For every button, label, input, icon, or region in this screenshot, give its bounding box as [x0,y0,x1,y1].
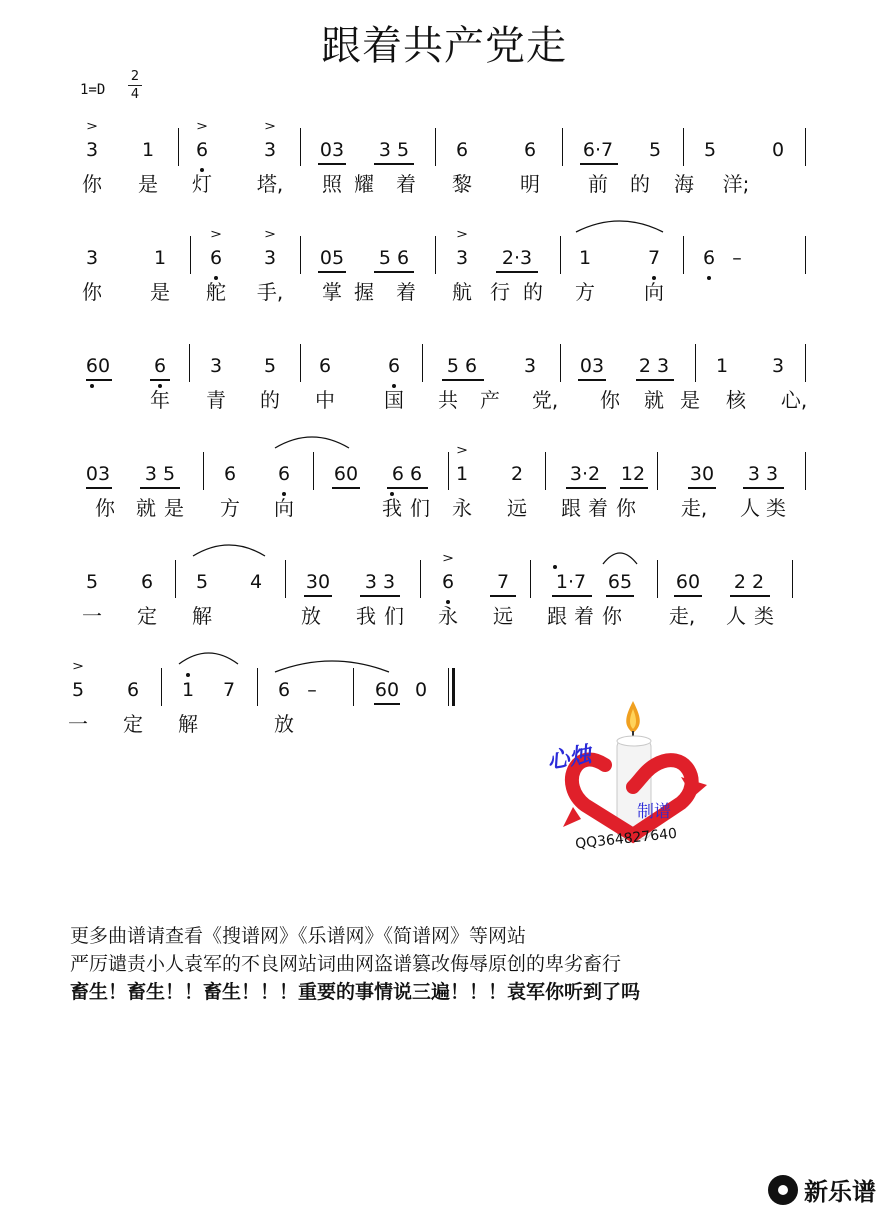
note: 1 [455,463,469,485]
lyric: 核 [726,388,746,412]
footer-notes [70,922,640,1006]
note: 7 [222,679,236,701]
accent-mark: > [455,227,469,241]
note: 1 [181,679,195,701]
lyric: 是 [138,172,158,196]
lyric: 你 [602,604,622,628]
lyric: 的 [260,388,280,412]
time-divider [128,85,142,86]
beam-underline [140,487,180,489]
time-bottom: 4 [130,87,140,102]
lyric: 你 [95,496,115,520]
note: 2 [510,463,524,485]
note: 5 [85,571,99,593]
beam-underline [580,163,618,165]
lyric: 掌 [322,280,342,304]
lyric: 的 [630,172,650,196]
time-top: 2 [130,69,140,84]
lyric: 着 [396,280,416,304]
accent-mark: > [441,551,455,565]
beam-underline [150,379,170,381]
accent-mark: > [85,119,99,133]
barline [161,668,162,706]
lyric: 你 [82,172,102,196]
note: 6 [153,355,167,377]
note: 3 [523,355,537,377]
note: 1·7 [555,571,587,593]
octave-dot-low [652,276,656,280]
lyric: 的 [523,280,543,304]
note: 5 6 [378,247,410,269]
note: 2 2 [733,571,765,593]
octave-dot-low [392,384,396,388]
final-barline [452,668,455,706]
lyric: 国 [384,388,404,412]
note: 6 [455,139,469,161]
note: 7 [647,247,661,269]
barline [805,236,806,274]
note: 6 [223,463,237,485]
footer-line-1: 更多曲谱请查看《搜谱网》《乐谱网》《简谱网》等网站 [70,925,527,947]
note: 3 [85,139,99,161]
lyric: 类 [766,496,786,520]
note: 3 [455,247,469,269]
footer-line-2: 严厉谴责小人袁军的不良网站词曲网盗谱篡改侮辱原创的卑劣畜行 [70,953,622,975]
lyric: 方 [220,496,240,520]
note: 03 [579,355,605,377]
beam-underline [496,271,538,273]
barline [657,452,658,490]
beam-underline [387,487,428,489]
barline [545,452,546,490]
note: 3 [263,247,277,269]
beam-underline [606,595,634,597]
barline [190,236,191,274]
staff-system [0,551,888,672]
page-title: 跟着共产党走 [321,23,567,69]
lyric: 照 [322,172,342,196]
barline [560,236,561,274]
key-signature: 1=D [80,82,106,98]
note: 6 [277,679,291,701]
note: 6 [209,247,223,269]
beam-underline [552,595,592,597]
note: 4 [249,571,263,593]
beam-underline [304,595,332,597]
octave-dot-high [553,565,557,569]
lyric: 永 [452,496,472,520]
note: 6 [195,139,209,161]
beam-underline [374,163,414,165]
note: 6 [702,247,716,269]
beam-underline [374,271,414,273]
note: 1 [715,355,729,377]
lyric: 中 [315,388,335,412]
staff-system [0,227,888,348]
barline [805,452,806,490]
lyric: 走, [680,496,708,520]
octave-dot-low [282,492,286,496]
lyric: 共 [438,388,458,412]
lyric: 党, [531,388,559,412]
lyric: 洋; [722,172,750,196]
note: 3 [85,247,99,269]
barline [792,560,793,598]
note: 3 [209,355,223,377]
lyric: 们 [410,496,430,520]
octave-dot-low [390,492,394,496]
accent-mark: > [263,227,277,241]
note: 3 5 [144,463,176,485]
beam-underline [730,595,770,597]
lyric: 远 [493,604,513,628]
lyric: 青 [206,388,226,412]
lyric: 就 [136,496,156,520]
barline [313,452,314,490]
lyric: 定 [123,712,143,736]
staff-system [0,119,888,240]
slur [274,656,390,674]
note: 6 [441,571,455,593]
lyric: 我 [382,496,402,520]
lyric: 着 [588,496,608,520]
logo-name: 心烛 [545,742,594,775]
barline [683,236,684,274]
beam-underline [743,487,784,489]
lyric: 黎 [452,172,472,196]
lyric: 年 [150,388,170,412]
beam-underline [86,487,112,489]
note: 05 [319,247,345,269]
note: 3 3 [364,571,396,593]
barline [300,344,301,382]
note: 0 [414,679,428,701]
note: 5 [703,139,717,161]
lyric: 明 [520,172,540,196]
beam-underline [318,163,346,165]
lyric: 就 [644,388,664,412]
note: 3 5 [378,139,410,161]
brand-name: 新乐谱 [804,1178,876,1206]
lyric: 远 [507,496,527,520]
note: 60 [675,571,701,593]
octave-dot-low [214,276,218,280]
barline [203,452,204,490]
note: 1 [141,139,155,161]
lyric: 人 [726,604,746,628]
lyric: 是 [150,280,170,304]
beam-underline [636,379,674,381]
barline [189,344,190,382]
lyric: 前 [588,172,608,196]
barline [175,560,176,598]
beam-underline [566,487,606,489]
note: 2 3 [638,355,670,377]
accent-mark: > [71,659,85,673]
staff-system [0,356,888,456]
lyric: 们 [384,604,404,628]
note: 1 [153,247,167,269]
lyric: 海 [674,172,694,196]
note: 60 [85,355,111,377]
note: 0 [771,139,785,161]
beam-underline [360,595,400,597]
lyric: 着 [574,604,594,628]
lyric: 舵 [206,280,226,304]
beam-underline [688,487,716,489]
note: 2·3 [501,247,533,269]
time-signature [128,69,142,102]
note: 6 [277,463,291,485]
note: 3 3 [747,463,779,485]
lyric: 你 [616,496,636,520]
barline [560,344,561,382]
barline [422,344,423,382]
octave-dot-low [158,384,162,388]
disc-icon [768,1175,798,1205]
lyric: 人 [740,496,760,520]
lyric: 跟 [547,604,567,628]
note: – [732,247,742,269]
note: 65 [607,571,633,593]
note: 6 [126,679,140,701]
lyric: 跟 [561,496,581,520]
note: 03 [319,139,345,161]
lyric: 一 [68,712,88,736]
barline [695,344,696,382]
note: 6 [387,355,401,377]
lyric: 向 [274,496,294,520]
lyric: 产 [480,388,500,412]
logo-candle [545,695,720,860]
note: – [307,679,317,701]
note: 3·2 [569,463,601,485]
lyric: 放 [274,712,294,736]
lyric: 定 [137,604,157,628]
beam-underline [674,595,702,597]
accent-mark: > [209,227,223,241]
note: 3 [771,355,785,377]
brand-logo[interactable] [768,1172,876,1207]
barline [805,344,806,382]
barline [683,128,684,166]
note: 03 [85,463,111,485]
barline [420,560,421,598]
note: 30 [305,571,331,593]
barline [300,128,301,166]
staff-system [0,659,888,780]
lyric: 耀 [354,172,374,196]
octave-dot-low [90,384,94,388]
note: 12 [620,463,646,485]
note: 7 [496,571,510,593]
beam-underline [86,379,112,381]
lyric: 我 [356,604,376,628]
logo-made-by: 制谱 [637,802,671,822]
lyric: 一 [82,604,102,628]
note: 5 6 [446,355,478,377]
slur [274,432,350,450]
barline [285,560,286,598]
beam-underline [332,487,360,489]
staff-system [0,443,888,564]
lyric: 方 [575,280,595,304]
note: 6 6 [391,463,423,485]
octave-dot-low [707,276,711,280]
lyric: 着 [396,172,416,196]
barline [435,236,436,274]
accent-mark: > [195,119,209,133]
note: 6 [523,139,537,161]
note: 6 [318,355,332,377]
barline [530,560,531,598]
barline [657,560,658,598]
lyric: 走, [668,604,696,628]
accent-mark: > [455,443,469,457]
logo-qq: QQ364827640 [574,825,678,853]
barline [178,128,179,166]
note: 3 [263,139,277,161]
note: 5 [195,571,209,593]
note: 60 [374,679,400,701]
note: 5 [71,679,85,701]
lyric: 行 [490,280,510,304]
lyric: 永 [438,604,458,628]
footer-line-3: 畜生！畜生！！畜生！！！重要的事情说三遍！！！袁军你听到了吗 [70,981,641,1003]
beam-underline [490,595,516,597]
octave-dot-high [186,673,190,677]
beam-underline [620,487,648,489]
slur [602,548,638,566]
note: 5 [263,355,277,377]
octave-dot-low [200,168,204,172]
barline [435,128,436,166]
slur [192,540,266,558]
lyric: 握 [354,280,374,304]
note: 1 [578,247,592,269]
octave-dot-low [446,600,450,604]
beam-underline [318,271,346,273]
lyric: 类 [754,604,774,628]
accent-mark: > [263,119,277,133]
lyric: 是 [164,496,184,520]
lyric: 放 [301,604,321,628]
lyric: 灯 [192,172,212,196]
lyric: 向 [644,280,664,304]
beam-underline [374,703,400,705]
barline [257,668,258,706]
lyric: 解 [192,604,212,628]
barline [562,128,563,166]
lyric: 手, [256,280,284,304]
barline [448,452,449,490]
slur [575,216,664,234]
note: 6·7 [582,139,614,161]
lyric: 是 [680,388,700,412]
lyric: 解 [178,712,198,736]
note: 6 [140,571,154,593]
beam-underline [442,379,484,381]
barline [448,668,449,706]
lyric: 心, [780,388,808,412]
slur [178,648,239,666]
beam-underline [578,379,606,381]
lyric: 塔, [256,172,284,196]
lyric: 你 [82,280,102,304]
barline [300,236,301,274]
note: 5 [648,139,662,161]
barline [805,128,806,166]
lyric: 航 [452,280,472,304]
note: 60 [333,463,359,485]
note: 30 [689,463,715,485]
lyric: 你 [600,388,620,412]
